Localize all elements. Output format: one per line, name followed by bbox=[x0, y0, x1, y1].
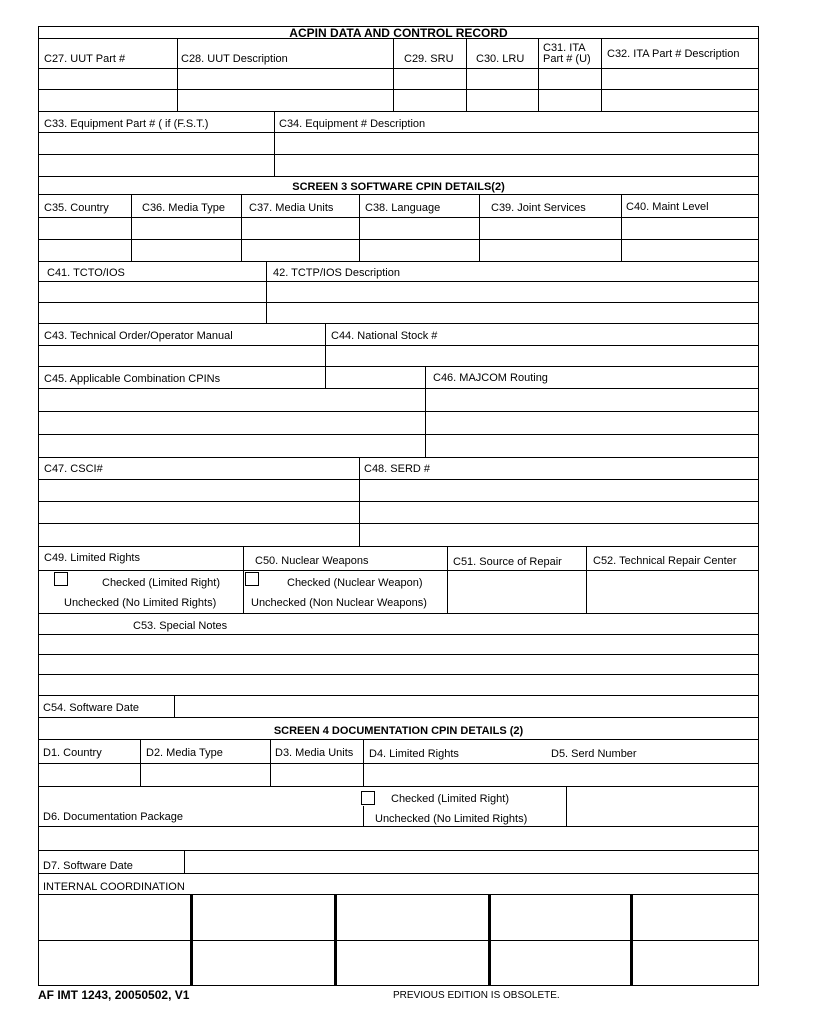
d6-unchecked-text: Unchecked (No Limited Rights) bbox=[375, 813, 528, 825]
d3-label: D3. Media Units bbox=[275, 747, 354, 759]
rule bbox=[334, 894, 337, 986]
d2-label: D2. Media Type bbox=[146, 747, 223, 759]
c27-label: C27. UUT Part # bbox=[44, 53, 126, 65]
c40-field[interactable] bbox=[622, 218, 759, 261]
rule bbox=[39, 613, 758, 614]
rule bbox=[190, 894, 193, 986]
c47-field[interactable] bbox=[39, 480, 358, 546]
rule bbox=[601, 38, 602, 111]
screen4-header: SCREEN 4 DOCUMENTATION CPIN DETAILS (2) bbox=[273, 725, 524, 737]
d1-label: D1. Country bbox=[43, 747, 102, 759]
rule bbox=[39, 366, 758, 367]
c36-field[interactable] bbox=[132, 218, 240, 261]
rule bbox=[39, 323, 758, 324]
c28-field-2[interactable] bbox=[178, 90, 393, 110]
c46-label: C46. MAJCOM Routing bbox=[433, 372, 548, 384]
c50-checkbox[interactable] bbox=[245, 572, 259, 586]
c52-field[interactable] bbox=[587, 571, 759, 613]
c39-label: C39. Joint Services bbox=[491, 202, 586, 214]
d5-label: D5. Serd Number bbox=[551, 748, 637, 760]
acpin-form bbox=[38, 26, 759, 986]
rule bbox=[630, 894, 633, 986]
c45-label: C45. Applicable Combination CPINs bbox=[44, 373, 221, 385]
c37-label: C37. Media Units bbox=[249, 202, 334, 214]
d4-d5-field[interactable] bbox=[364, 764, 759, 786]
internal-coordination-label: INTERNAL COORDINATION bbox=[43, 881, 185, 893]
c53-label: C53. Special Notes bbox=[133, 620, 228, 632]
rule bbox=[243, 546, 244, 613]
coordination-cell[interactable] bbox=[194, 941, 333, 985]
c50-label: C50. Nuclear Weapons bbox=[255, 555, 369, 567]
coordination-cell[interactable] bbox=[39, 941, 189, 985]
c37-field[interactable] bbox=[242, 218, 358, 261]
c42-label: 42. TCTP/IOS Description bbox=[273, 267, 400, 279]
c33-field[interactable] bbox=[39, 133, 273, 176]
c31-label: C31. ITA bbox=[543, 42, 586, 54]
c32-label: C32. ITA Part # Description bbox=[607, 48, 740, 60]
coordination-cell[interactable] bbox=[492, 941, 629, 985]
c29-label: C29. SRU bbox=[404, 53, 454, 65]
d4-label: D4. Limited Rights bbox=[369, 748, 459, 760]
d6-field[interactable] bbox=[567, 787, 759, 826]
c52-label: C52. Technical Repair Center bbox=[593, 555, 737, 567]
coordination-cell[interactable] bbox=[194, 895, 333, 940]
rule bbox=[39, 457, 758, 458]
coordination-cell[interactable] bbox=[634, 895, 759, 940]
rule bbox=[39, 111, 758, 112]
rule bbox=[488, 894, 491, 986]
rule bbox=[538, 38, 539, 111]
c35-field[interactable] bbox=[39, 218, 130, 261]
form-title: ACPIN DATA AND CONTROL RECORD bbox=[289, 26, 508, 40]
form-id: AF IMT 1243, 20050502, V1 bbox=[38, 988, 190, 1002]
c54-field[interactable] bbox=[175, 696, 759, 717]
c53-field[interactable] bbox=[39, 635, 759, 695]
rule bbox=[393, 38, 394, 111]
c47-label: C47. CSCI# bbox=[44, 463, 103, 475]
d6-checkbox[interactable] bbox=[361, 791, 375, 805]
c36-label: C36. Media Type bbox=[142, 202, 225, 214]
c48-label: C48. SERD # bbox=[364, 463, 431, 475]
c33-label: C33. Equipment Part # ( if (F.S.T.) bbox=[44, 118, 209, 130]
c28-field-1[interactable] bbox=[178, 69, 393, 89]
coordination-cell[interactable] bbox=[634, 941, 759, 985]
c46-field[interactable] bbox=[426, 389, 759, 457]
c43-label: C43. Technical Order/Operator Manual bbox=[44, 330, 233, 342]
c44-field[interactable] bbox=[326, 346, 759, 366]
d1-field[interactable] bbox=[39, 764, 139, 786]
d3-field[interactable] bbox=[271, 764, 362, 786]
c34-label: C34. Equipment # Description bbox=[279, 118, 426, 130]
d6-checked-text: Checked (Limited Right) bbox=[391, 793, 509, 805]
c31-label-line2: Part # (U) bbox=[543, 53, 591, 65]
c48-field[interactable] bbox=[360, 480, 759, 546]
d2-field[interactable] bbox=[141, 764, 269, 786]
coordination-cell[interactable] bbox=[338, 941, 487, 985]
c43-field[interactable] bbox=[39, 346, 324, 366]
obsolete-notice: PREVIOUS EDITION IS OBSOLETE. bbox=[393, 990, 560, 1001]
c30-label: C30. LRU bbox=[476, 53, 525, 65]
coordination-cell[interactable] bbox=[492, 895, 629, 940]
rule bbox=[39, 261, 758, 262]
coordination-cell[interactable] bbox=[338, 895, 487, 940]
c49-unchecked-text: Unchecked (No Limited Rights) bbox=[64, 597, 217, 609]
d7-label: D7. Software Date bbox=[43, 860, 133, 872]
rule bbox=[39, 38, 758, 39]
c41-field[interactable] bbox=[39, 282, 265, 323]
c51-label: C51. Source of Repair bbox=[453, 556, 562, 568]
c39-field[interactable] bbox=[480, 218, 620, 261]
rule bbox=[39, 89, 758, 90]
d7-field[interactable] bbox=[185, 851, 759, 873]
rule bbox=[39, 176, 758, 177]
c38-label: C38. Language bbox=[365, 202, 441, 214]
c44-label: C44. National Stock # bbox=[331, 330, 438, 342]
c40-label: C40. Maint Level bbox=[626, 201, 709, 213]
coordination-cell[interactable] bbox=[39, 895, 189, 940]
c41-label: C41. TCTO/IOS bbox=[47, 267, 125, 279]
c49-checkbox[interactable] bbox=[54, 572, 68, 586]
rule bbox=[39, 546, 758, 547]
c35-label: C35. Country bbox=[44, 202, 109, 214]
screen3-header: SCREEN 3 SOFTWARE CPIN DETAILS(2) bbox=[292, 181, 505, 193]
rule bbox=[466, 38, 467, 111]
c28-label: C28. UUT Description bbox=[181, 53, 288, 65]
c50-unchecked-text: Unchecked (Non Nuclear Weapons) bbox=[251, 597, 427, 609]
c50-checked-text: Checked (Nuclear Weapon) bbox=[287, 577, 423, 589]
c27-field-1[interactable] bbox=[39, 69, 177, 89]
rule bbox=[39, 194, 758, 195]
c34-field[interactable] bbox=[275, 133, 759, 176]
rule bbox=[39, 739, 758, 740]
rule bbox=[39, 717, 758, 718]
rule bbox=[39, 873, 758, 874]
rule bbox=[363, 806, 364, 826]
c49-label: C49. Limited Rights bbox=[44, 552, 140, 564]
c49-checked-text: Checked (Limited Right) bbox=[102, 577, 220, 589]
c38-field[interactable] bbox=[360, 218, 478, 261]
rule bbox=[39, 826, 758, 827]
d6-label: D6. Documentation Package bbox=[43, 811, 184, 823]
c54-label: C54. Software Date bbox=[43, 702, 139, 714]
c27-field-2[interactable] bbox=[39, 90, 177, 110]
rule bbox=[177, 38, 178, 111]
c45-field[interactable] bbox=[39, 389, 424, 457]
c51-field[interactable] bbox=[448, 571, 585, 613]
c42-field[interactable] bbox=[267, 282, 759, 323]
